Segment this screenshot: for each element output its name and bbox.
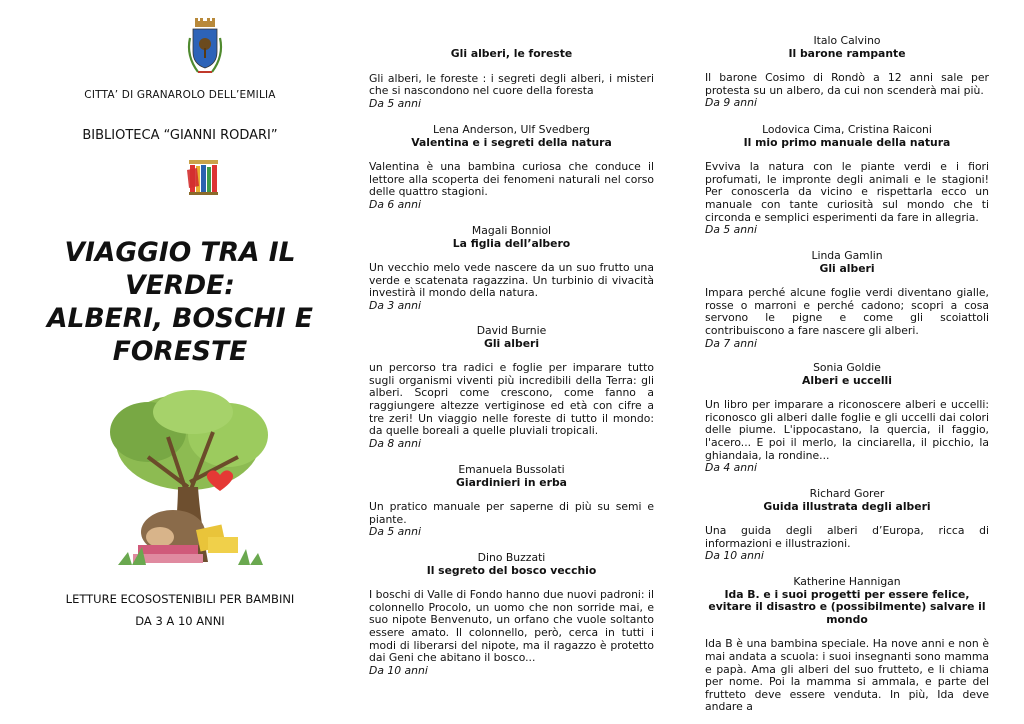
book-description: un percorso tra radici e foglie per imparare tutto sugli organismi viventi più incredibili della Terra: gli alberi. Scopri come crescono, come fanno a raggiungere altezze vertiginose ed età con cifre a tre zeri! Un viaggio nelle foreste di tutto il mondo: da quelle boreali a quelle pluviali tropicali.	[369, 361, 654, 438]
book-entry	[705, 576, 989, 714]
book-author: Lodovica Cima, Cristina Raiconi	[762, 123, 932, 136]
title-line: VIAGGIO TRA IL	[64, 237, 296, 268]
brochure-title	[30, 236, 330, 368]
book-age: Da 5 anni	[369, 525, 421, 539]
book-entry	[369, 124, 654, 212]
book-age: Da 9 anni	[705, 96, 757, 110]
book-description: Un libro per imparare a riconoscere alberi e uccelli: riconosco gli alberi dalle foglie e gli uccelli dai colori delle piume. L'ippocastano, la quercia, il faggio, l'acero... E poi il merlo, la cinciarella, il picchio, la ghiandaia, la rondine...	[705, 398, 989, 462]
book-title: Alberi e uccelli	[802, 373, 892, 387]
book-title: La figlia dell’albero	[452, 236, 571, 250]
book-age: Da 5 anni	[369, 96, 421, 110]
book-title: Giardinieri in erba	[456, 475, 567, 489]
book-author: Dino Buzzati	[477, 551, 546, 564]
book-age: Da 5 anni	[705, 223, 757, 237]
book-entry	[705, 35, 989, 110]
title-line: ALBERI, BOSCHI E	[47, 303, 313, 334]
book-author: Richard Gorer	[809, 487, 885, 500]
book-title: Guida illustrata degli alberi	[763, 499, 931, 513]
book-author: Emanuela Bussolati	[458, 463, 565, 476]
book-age: Da 10 anni	[705, 549, 764, 563]
book-entry	[705, 250, 989, 350]
book-author: David Burnie	[476, 324, 547, 337]
book-author: Lena Anderson, Ulf Svedberg	[433, 123, 590, 136]
book-author: Sonia Goldie	[813, 361, 881, 374]
book-description: Un pratico manuale per saperne di più su semi e piante.	[369, 500, 654, 526]
book-title: Gli alberi	[483, 336, 540, 350]
book-author: Linda Gamlin	[811, 249, 883, 262]
book-description: Ida B è una bambina speciale. Ha nove anni e non è mai andata a scuola: i suoi insegnanti sono mamma e papà. Ama gli alberi del suo frutteto, e li chiama per nome. Poi la mamma si ammala, e parte del frutteto deve essere venduta. In più, Ida deve andare a	[705, 637, 989, 714]
book-description: Evviva la natura con le piante verdi e i fiori profumati, le impronte degli animali e le stagioni! Per conoscerla da vicino e rispettarla ecco un manuale con tante curiosità sul mondo che ti circonda e semplici esperimenti da fare in allegria.	[705, 160, 989, 224]
book-age: Da 10 anni	[369, 663, 428, 677]
book-entry	[705, 124, 989, 237]
book-age: Da 7 anni	[705, 336, 757, 350]
library-name: BIBLIOTECA “GIANNI RODARI”	[82, 128, 278, 143]
book-title: Il segreto del bosco vecchio	[426, 563, 597, 577]
book-age: Da 3 anni	[369, 298, 421, 312]
age-range: DA 3 A 10 ANNI	[135, 614, 225, 628]
book-author: Italo Calvino	[813, 34, 881, 47]
book-description: Un vecchio melo vede nascere da un suo frutto una verde e scatenata ragazzina. Un turbinio di vivacità investirà il mondo della natura.	[369, 261, 654, 300]
title-line: FORESTE	[112, 336, 248, 367]
subtitle: LETTURE ECOSOSTENIBILI PER BAMBINI	[65, 592, 295, 606]
book-age: Da 4 anni	[705, 461, 757, 475]
book-entry	[369, 552, 654, 677]
book-description: Impara perché alcune foglie verdi diventano gialle, rosse o marroni e perché cadono; scopri a cosa servono le pigne e come gli scoiattoli contribuiscono a fare nascere gli alberi.	[705, 286, 989, 337]
book-age: Da 8 anni	[369, 436, 421, 450]
book-description: Una guida degli alberi d’Europa, ricca di informazioni e illustrazioni.	[705, 524, 989, 550]
book-title: Il barone rampante	[788, 46, 906, 60]
book-entry	[369, 48, 654, 110]
book-description: Gli alberi, le foreste : i segreti degli alberi, i misteri che si nascondono nel cuore della foresta	[369, 71, 654, 98]
book-entry	[369, 325, 654, 450]
book-title: Valentina e i segreti della natura	[411, 135, 612, 149]
town-crest-icon	[184, 18, 226, 80]
book-entry	[705, 362, 989, 475]
book-title: Il mio primo manuale della natura	[743, 135, 951, 149]
city-name: CITTA’ DI GRANAROLO DELL’EMILIA	[84, 89, 276, 101]
tree-hedgehog-illustration	[98, 387, 279, 575]
book-description: Il barone Cosimo di Rondò a 12 anni sale per protesta su un albero, da cui non scenderà mai più.	[705, 71, 989, 97]
book-author: Magali Bonniol	[471, 224, 552, 237]
book-description: I boschi di Valle di Fondo hanno due nuovi padroni: il colonnello Procolo, un uomo che non sorride mai, e suo nipote Benvenuto, un orfano che vuole soltanto essere amato. Il colonnello, però, cerca in tutti i modi di liberarsi del nipote, ma il ragazzo è protetto dai Geni che abitano il bosco...	[369, 588, 654, 665]
book-description: Valentina è una bambina curiosa che conduce il lettore alla scoperta dei fenomeni naturali nel corso delle quattro stagioni.	[369, 160, 654, 199]
book-title: Ida B. e i suoi progetti per essere felice, evitare il disastro e (possibilmente) salvare il mondo	[708, 587, 986, 626]
library-books-icon	[187, 158, 220, 196]
book-entry	[369, 464, 654, 539]
book-title: Gli alberi	[819, 261, 875, 275]
book-title: Gli alberi, le foreste	[450, 47, 573, 60]
book-entry	[705, 488, 989, 563]
title-line: VERDE:	[125, 270, 235, 301]
book-age: Da 6 anni	[369, 197, 421, 211]
book-author: Katherine Hannigan	[793, 575, 901, 588]
book-entry	[369, 225, 654, 313]
